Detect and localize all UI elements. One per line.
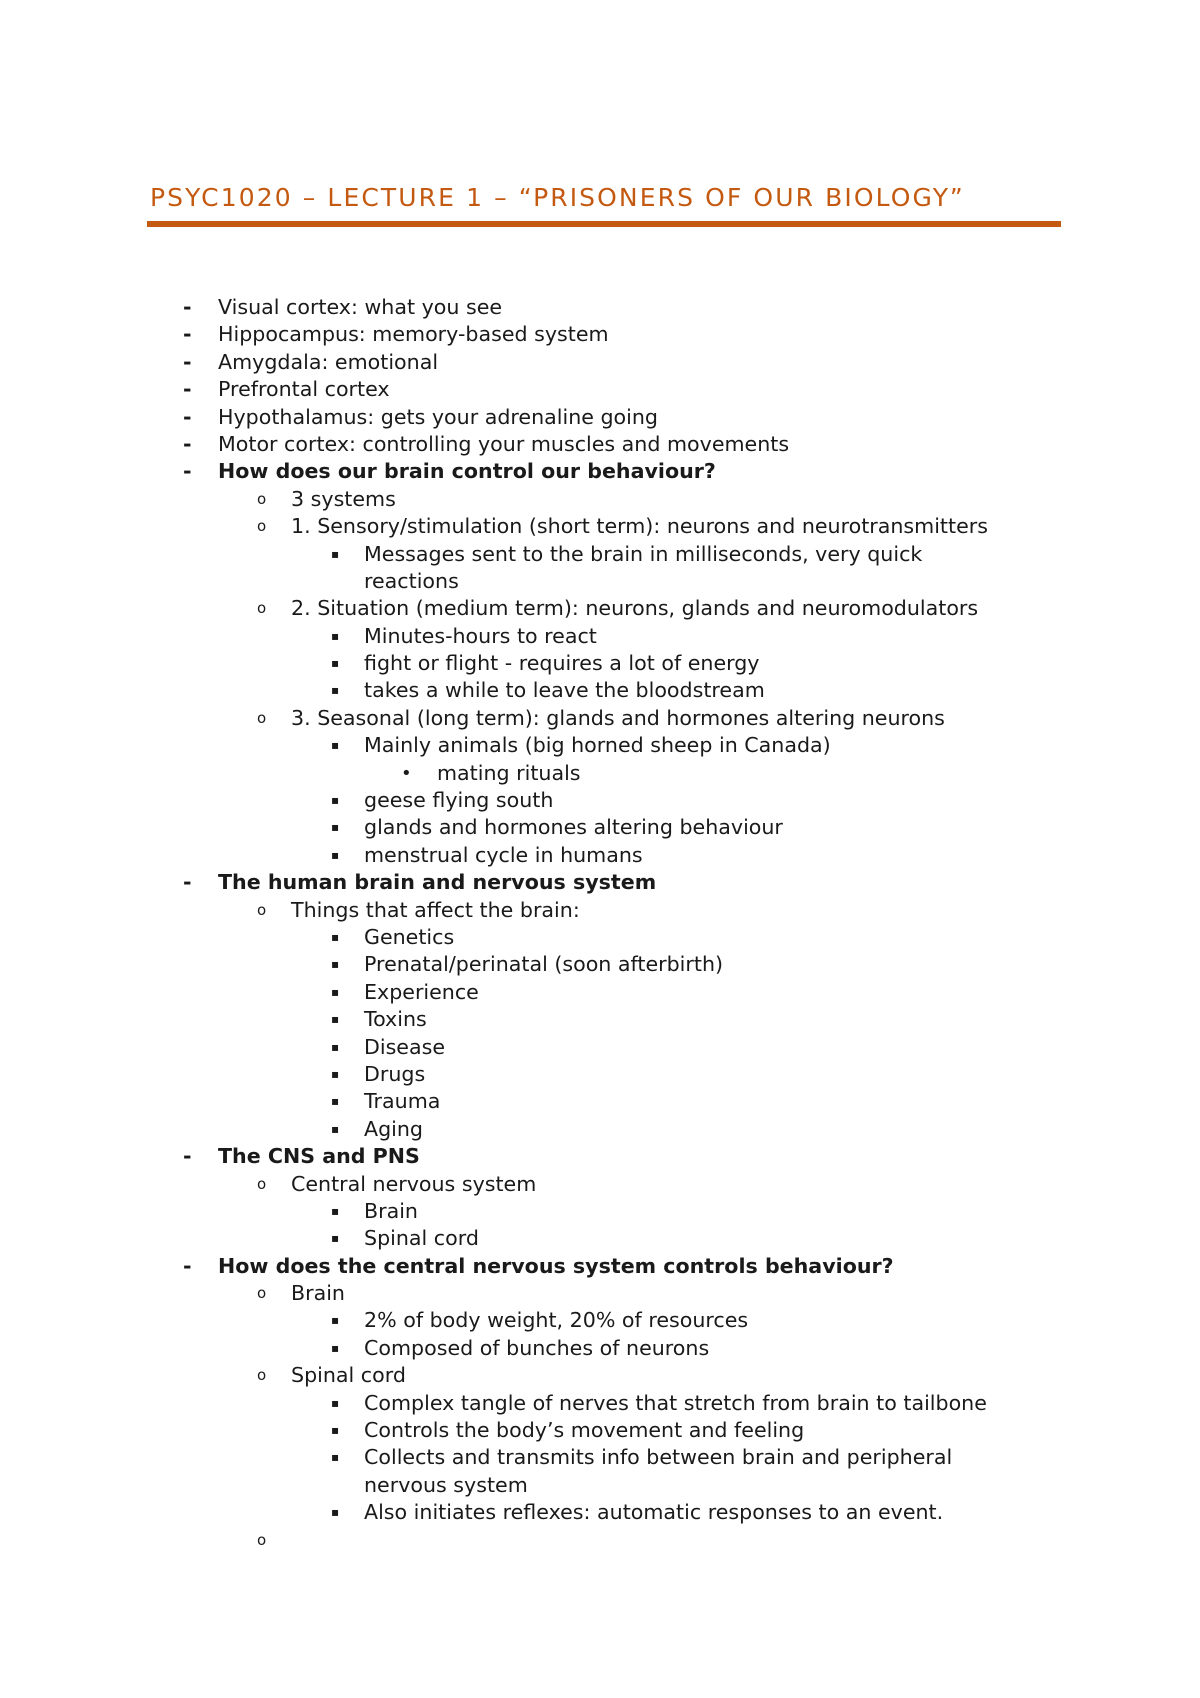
bullet-marker: o	[257, 599, 267, 618]
outline-item-text: Motor cortex: controlling your muscles and movements	[218, 431, 790, 456]
outline-item-text: Prefrontal cortex	[218, 377, 390, 402]
outline-item-level-3	[0, 1061, 1200, 1088]
bullet-marker: ▪	[331, 984, 340, 999]
outline-item-text: Prenatal/perinatal (soon afterbirth)	[364, 952, 724, 977]
bullet-marker: ▪	[331, 1450, 340, 1465]
bullet-marker: o	[257, 1366, 267, 1385]
outline-item-text: Controls the body’s movement and feeling	[364, 1418, 805, 1443]
outline-item-text: Complex tangle of nerves that stretch from brain to tailbone	[364, 1390, 987, 1415]
outline-item-level-3	[0, 1335, 1200, 1362]
outline-item-level-3	[0, 650, 1200, 677]
bullet-marker: ▪	[331, 1505, 340, 1520]
outline-item-level-2	[0, 595, 1200, 622]
outline-item-text: Brain	[291, 1281, 345, 1306]
outline-item-level-3	[0, 1034, 1200, 1061]
outline-item-level-2	[0, 486, 1200, 513]
outline-item-text: Spinal cord	[291, 1363, 406, 1388]
bullet-marker: ▪	[331, 1395, 340, 1410]
outline-item-text: Hypothalamus: gets your adrenaline going	[218, 404, 658, 429]
outline-item-text: 3 systems	[291, 486, 396, 511]
outline-item-text-continued: nervous system	[364, 1472, 528, 1497]
outline-item-level-3	[0, 951, 1200, 978]
title-underline	[147, 221, 1061, 227]
outline-item-level-3	[0, 979, 1200, 1006]
outline-item-text: Toxins	[364, 1007, 427, 1032]
bullet-marker: -	[183, 459, 192, 484]
bullet-marker: -	[183, 404, 192, 429]
outline-item-text: Collects and transmits info between brain and peripheral	[364, 1445, 953, 1470]
outline-item-level-1	[0, 376, 1200, 403]
outline-item-text: Mainly animals (big horned sheep in Canada)	[364, 733, 831, 758]
bullet-marker: •	[401, 762, 412, 784]
bullet-marker: -	[183, 431, 192, 456]
outline-item-text: Disease	[364, 1034, 445, 1059]
outline-item-level-3	[0, 623, 1200, 650]
outline-item-level-2	[0, 897, 1200, 924]
outline-item-text: How does our brain control our behaviour?	[218, 459, 716, 484]
outline-item-level-1	[0, 458, 1200, 485]
outline-item-text: The human brain and nervous system	[218, 870, 657, 895]
bullet-marker: ▪	[331, 546, 340, 561]
outline-item-text-continued: reactions	[364, 568, 459, 593]
bullet-marker: o	[257, 517, 267, 536]
bullet-marker: o	[257, 900, 267, 919]
outline-item-level-3	[0, 1006, 1200, 1033]
outline-item-level-3	[0, 814, 1200, 841]
outline-item-level-3	[0, 677, 1200, 704]
bullet-marker: -	[183, 377, 192, 402]
outline-item-text: Messages sent to the brain in milliseconds, very quick	[364, 541, 923, 566]
outline-item-level-1	[0, 321, 1200, 348]
bullet-marker: -	[183, 1144, 192, 1169]
outline-item-level-1	[0, 1253, 1200, 1280]
bullet-marker: o	[257, 489, 267, 508]
outline-item-level-3	[0, 842, 1200, 869]
outline-item-text: glands and hormones altering behaviour	[364, 815, 783, 840]
outline-item-level-3	[0, 1116, 1200, 1143]
notes-list	[0, 294, 1200, 1554]
outline-item-level-2	[0, 1171, 1200, 1198]
bullet-marker: ▪	[331, 1423, 340, 1438]
bullet-marker: ▪	[331, 683, 340, 698]
bullet-marker: ▪	[331, 1313, 340, 1328]
outline-item-text: Spinal cord	[364, 1226, 479, 1251]
outline-item-text: Also initiates reflexes: automatic responses to an event.	[364, 1500, 944, 1525]
outline-item-text: Aging	[364, 1116, 424, 1141]
bullet-marker: ▪	[331, 1203, 340, 1218]
outline-item-level-2	[0, 705, 1200, 732]
outline-item-level-3	[0, 1472, 1200, 1499]
outline-item-text: Experience	[364, 979, 479, 1004]
outline-item-text: 3. Seasonal (long term): glands and hormones altering neurons	[291, 705, 945, 730]
bullet-marker: ▪	[331, 1066, 340, 1081]
outline-item-level-3	[0, 568, 1200, 595]
outline-item-level-3	[0, 1307, 1200, 1334]
outline-item-text: Visual cortex: what you see	[218, 295, 503, 319]
bullet-marker: ▪	[331, 738, 340, 753]
outline-item-text: 2% of body weight, 20% of resources	[364, 1308, 749, 1333]
outline-item-text: Hippocampus: memory-based system	[218, 322, 609, 347]
outline-item-level-3	[0, 1225, 1200, 1252]
outline-item-text: Drugs	[364, 1061, 426, 1086]
outline-item-text: fight or flight - requires a lot of energy	[364, 651, 760, 676]
bullet-marker: o	[257, 1174, 267, 1193]
bullet-marker: -	[183, 322, 192, 347]
page-title: PSYC1020 – LECTURE 1 – “PRISONERS OF OUR BIOLOGY”	[150, 183, 965, 212]
bullet-marker: ▪	[331, 820, 340, 835]
outline-item-text: mating rituals	[437, 760, 581, 785]
bullet-marker: ▪	[331, 1340, 340, 1355]
outline-item-level-3	[0, 1444, 1200, 1471]
outline-item-text: geese flying south	[364, 788, 554, 813]
outline-item-level-2	[0, 1527, 1200, 1554]
outline-item-level-3	[0, 1499, 1200, 1526]
outline-item-text: menstrual cycle in humans	[364, 842, 643, 867]
outline-item-level-3	[0, 924, 1200, 951]
outline-item-level-2	[0, 1280, 1200, 1307]
outline-item-level-1	[0, 869, 1200, 896]
bullet-marker: o	[257, 708, 267, 727]
bullet-marker: ▪	[331, 656, 340, 671]
outline-item-level-1	[0, 404, 1200, 431]
bullet-marker: ▪	[331, 1094, 340, 1109]
outline-item-level-3	[0, 1417, 1200, 1444]
outline-item-text: Minutes-hours to react	[364, 623, 597, 648]
outline-item-text: Things that affect the brain:	[291, 897, 580, 922]
outline-item-level-3	[0, 541, 1200, 568]
bullet-marker: ▪	[331, 1231, 340, 1246]
bullet-marker: ▪	[331, 1121, 340, 1136]
bullet-marker: ▪	[331, 1039, 340, 1054]
outline-item-level-3	[0, 1088, 1200, 1115]
bullet-marker: o	[257, 1530, 267, 1549]
bullet-marker: ▪	[331, 628, 340, 643]
outline-item-level-3	[0, 787, 1200, 814]
outline-item-level-2	[0, 513, 1200, 540]
outline-item-text: The CNS and PNS	[218, 1144, 420, 1169]
outline-item-level-3	[0, 732, 1200, 759]
outline-item-text: 1. Sensory/stimulation (short term): neurons and neurotransmitters	[291, 514, 988, 539]
bullet-marker: ▪	[331, 847, 340, 862]
outline-item-text: Genetics	[364, 924, 455, 949]
bullet-marker: -	[183, 870, 192, 895]
outline-item-level-1	[0, 294, 1200, 321]
outline-item-text: Trauma	[364, 1089, 441, 1114]
bullet-marker: -	[183, 295, 192, 319]
outline-item-text: Composed of bunches of neurons	[364, 1335, 710, 1360]
outline-item-text: 2. Situation (medium term): neurons, glands and neuromodulators	[291, 596, 979, 621]
outline-item-level-1	[0, 431, 1200, 458]
outline-item-text: takes a while to leave the bloodstream	[364, 678, 765, 703]
bullet-marker: o	[257, 1284, 267, 1303]
bullet-marker: -	[183, 349, 192, 374]
bullet-marker: -	[183, 1253, 192, 1278]
outline-item-level-3	[0, 1390, 1200, 1417]
outline-item-level-1	[0, 1143, 1200, 1170]
outline-item-level-1	[0, 349, 1200, 376]
outline-item-text: How does the central nervous system controls behaviour?	[218, 1253, 894, 1278]
outline-item-text: Amygdala: emotional	[218, 349, 439, 374]
bullet-marker: ▪	[331, 929, 340, 944]
bullet-marker: ▪	[331, 1012, 340, 1027]
outline-item-level-2	[0, 1362, 1200, 1389]
outline-item-text: Brain	[364, 1198, 418, 1223]
outline-item-level-4	[0, 760, 1200, 787]
bullet-marker: ▪	[331, 957, 340, 972]
outline-item-level-3	[0, 1198, 1200, 1225]
outline-item-text: Central nervous system	[291, 1171, 537, 1196]
bullet-marker: ▪	[331, 793, 340, 808]
